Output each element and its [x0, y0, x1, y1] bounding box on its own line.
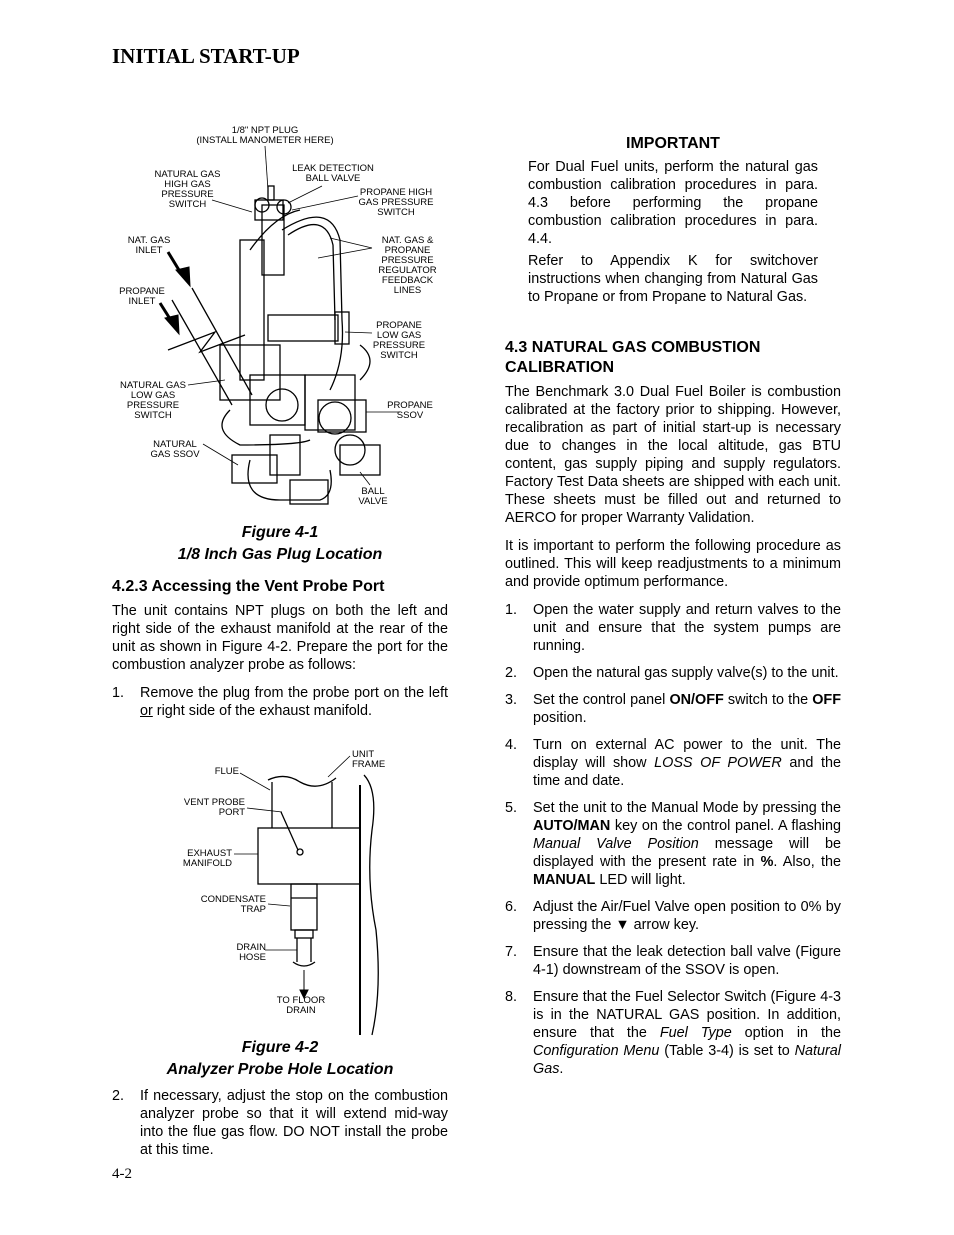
step-text: Remove the plug from the probe port on the left [140, 685, 448, 701]
step-text-bold: ON/OFF [669, 692, 724, 708]
step-text-bold: % [760, 854, 774, 870]
label-unit-frame [352, 750, 412, 770]
step-text: . [559, 1061, 564, 1077]
step-number: 1. [112, 685, 125, 701]
step-text: (Table 3-4) is set to [659, 1043, 795, 1059]
section-4-2-3-intro: The unit contains NPT plugs on both the left and right side of the exhaust manifold at the rear of the unit as shown in Figure 4-2. Prepare the port for the combustion analyzer probe as follows: [112, 603, 448, 673]
label-feedback-lines-text: NAT. GAS & PROPANE PRESSURE REGULATOR FEEDBACK LINES [378, 235, 437, 296]
list-item [505, 601, 841, 655]
label-to-floor-drain-text: TO FLOOR DRAIN [276, 995, 326, 1016]
step-text-italic: LOSS OF POWER [654, 755, 782, 771]
step-text: Turn on external AC power to the unit. The display will show [533, 737, 841, 771]
step-text-italic: Manual Valve Position [533, 836, 699, 852]
important-note [528, 134, 818, 306]
step-text: Set the control panel [533, 692, 670, 708]
step-text-italic: Fuel Type [659, 1025, 732, 1041]
step-number: 5. [505, 800, 518, 816]
label-condensate-trap-text: CONDENSATE TRAP [200, 894, 266, 915]
step-text: Adjust the Air/Fuel Valve open position to 0% by pressing the ▼ arrow key. [533, 899, 841, 933]
label-flue-text: FLUE [214, 766, 239, 777]
step-text: Set the unit to the Manual Mode by pressing the [533, 800, 841, 816]
step-text: position. [533, 710, 587, 726]
step-text-italic: Natural Gas [533, 1043, 841, 1077]
list-item [505, 691, 841, 727]
section-4-3 [505, 338, 841, 1087]
step-text: . Also, the [773, 854, 841, 870]
label-propane-ssov-text: PROPANE SSOV [387, 400, 433, 421]
figure-4-1-caption-title: 1/8 Inch Gas Plug Location [177, 546, 383, 563]
label-drain-hose-text: DRAIN HOSE [236, 942, 266, 963]
step-text: Open the water supply and return valves to the unit and ensure that the system pumps are running. [533, 602, 841, 654]
step-text: message will be displayed with the present rate in [533, 836, 841, 870]
important-para-1: For Dual Fuel units, perform the natural gas combustion calibration procedures in para. 4.3 before performing the propane combustion calibration procedures in para. 4.4. [528, 159, 818, 247]
step-text-italic: Configuration Menu [533, 1043, 660, 1059]
label-natural-gas-ssov-text: NATURAL GAS SSOV [150, 439, 200, 460]
figure-4-2-caption [112, 1037, 448, 1081]
step-number: 2. [112, 1088, 125, 1104]
label-propane-high-switch-text: PROPANE HIGH GAS PRESSURE SWITCH [358, 187, 434, 218]
step-number: 7. [505, 944, 518, 960]
step-number: 3. [505, 692, 518, 708]
figure-4-1-caption-number: Figure 4-1 [241, 524, 319, 541]
page-number: 4-2 [112, 1166, 132, 1182]
label-leak-detection-text: LEAK DETECTION BALL VALVE [292, 163, 374, 184]
list-item [505, 943, 841, 979]
step-text: and the time and date. [533, 755, 842, 789]
step-text: Ensure that the Fuel Selector Switch (Figure 4-3 is in the NATURAL GAS position. In addition, ensure that the [533, 989, 841, 1041]
label-npt-plug-text: 1/8" NPT PLUG (INSTALL MANOMETER HERE) [196, 125, 334, 146]
step-text: Open the natural gas supply valve(s) to the unit. [533, 665, 839, 681]
step-text: key on the control panel. A flashing [610, 818, 841, 834]
step-number: 1. [505, 602, 518, 618]
section-4-3-para-2: It is important to perform the following procedure as outlined. This will keep readjustments to a minimum and provide optimum performance. [505, 538, 841, 590]
step-text-emphasis: or [140, 703, 153, 719]
step-number: 2. [505, 665, 518, 681]
label-to-floor-drain [266, 996, 336, 1016]
step-text: option in the [731, 1025, 841, 1041]
label-condensate-trap [170, 895, 266, 915]
section-4-2-3-steps-continued [112, 1087, 448, 1159]
label-nat-gas-inlet-text: NAT. GAS INLET [127, 235, 171, 256]
step-number: 8. [505, 989, 518, 1005]
figure-4-2-caption-title: Analyzer Probe Hole Location [166, 1061, 394, 1078]
section-4-3-steps [505, 601, 841, 1078]
label-exhaust-manifold [160, 849, 232, 869]
section-4-2-3-continued [112, 1087, 448, 1168]
list-item [505, 736, 841, 790]
step-text-bold: AUTO/MAN [533, 818, 611, 834]
list-item [505, 988, 841, 1078]
figure-4-2-caption-number: Figure 4-2 [241, 1039, 319, 1056]
step-text-bold: OFF [812, 692, 841, 708]
label-unit-frame-text: UNIT FRAME [352, 749, 386, 770]
label-drain-hose [210, 943, 266, 963]
section-4-2-3-heading: 4.2.3 Accessing the Vent Probe Port [112, 578, 385, 595]
page-header: INITIAL START-UP [112, 44, 300, 68]
step-number: 6. [505, 899, 518, 915]
important-heading: IMPORTANT [626, 135, 720, 152]
step-text: right side of the exhaust manifold. [152, 703, 372, 719]
label-propane-low-switch-text: PROPANE LOW GAS PRESSURE SWITCH [372, 320, 426, 361]
section-4-3-para-1: The Benchmark 3.0 Dual Fuel Boiler is combustion calibrated at the factory prior to shipping. However, recalibration as part of initial start-up is necessary due to changes in the local altitude, gas BTU content, gas supply piping and supply regulators. Factory Test Data sheets are shipped with each unit. These sheets must be filled out and returned to AERCO for proper Warranty Validation. [505, 384, 841, 526]
label-flue [190, 767, 239, 777]
step-text-bold: MANUAL [533, 872, 596, 888]
important-para-2: Refer to Appendix K for switchover instructions when changing from Natural Gas to Propane or from Propane to Natural Gas. [528, 253, 818, 305]
step-text: LED will light. [595, 872, 686, 888]
label-vent-probe-port [160, 798, 245, 818]
list-item [112, 1087, 448, 1159]
list-item [505, 799, 841, 889]
label-ball-valve-text: BALL VALVE [358, 486, 388, 507]
step-text: switch to the [723, 692, 813, 708]
label-ng-low-switch-text: NATURAL GAS LOW GAS PRESSURE SWITCH [120, 380, 186, 421]
list-item [505, 664, 841, 682]
step-number: 4. [505, 737, 518, 753]
list-item [505, 898, 841, 934]
step-text: If necessary, adjust the stop on the combustion analyzer probe so that it will extend mid-way into the flue gas flow. DO NOT install the probe at this time. [140, 1088, 448, 1158]
label-vent-probe-port-text: VENT PROBE PORT [183, 797, 245, 818]
section-4-3-heading: 4.3 NATURAL GAS COMBUSTION CALIBRATION [505, 339, 761, 376]
step-text: Ensure that the leak detection ball valve (Figure 4-1) downstream of the SSOV is open. [533, 944, 841, 978]
label-propane-inlet-text: PROPANE INLET [119, 286, 165, 307]
label-ng-high-switch-text: NATURAL GAS HIGH GAS PRESSURE SWITCH [154, 169, 221, 210]
label-exhaust-manifold-text: EXHAUST MANIFOLD [182, 848, 232, 869]
